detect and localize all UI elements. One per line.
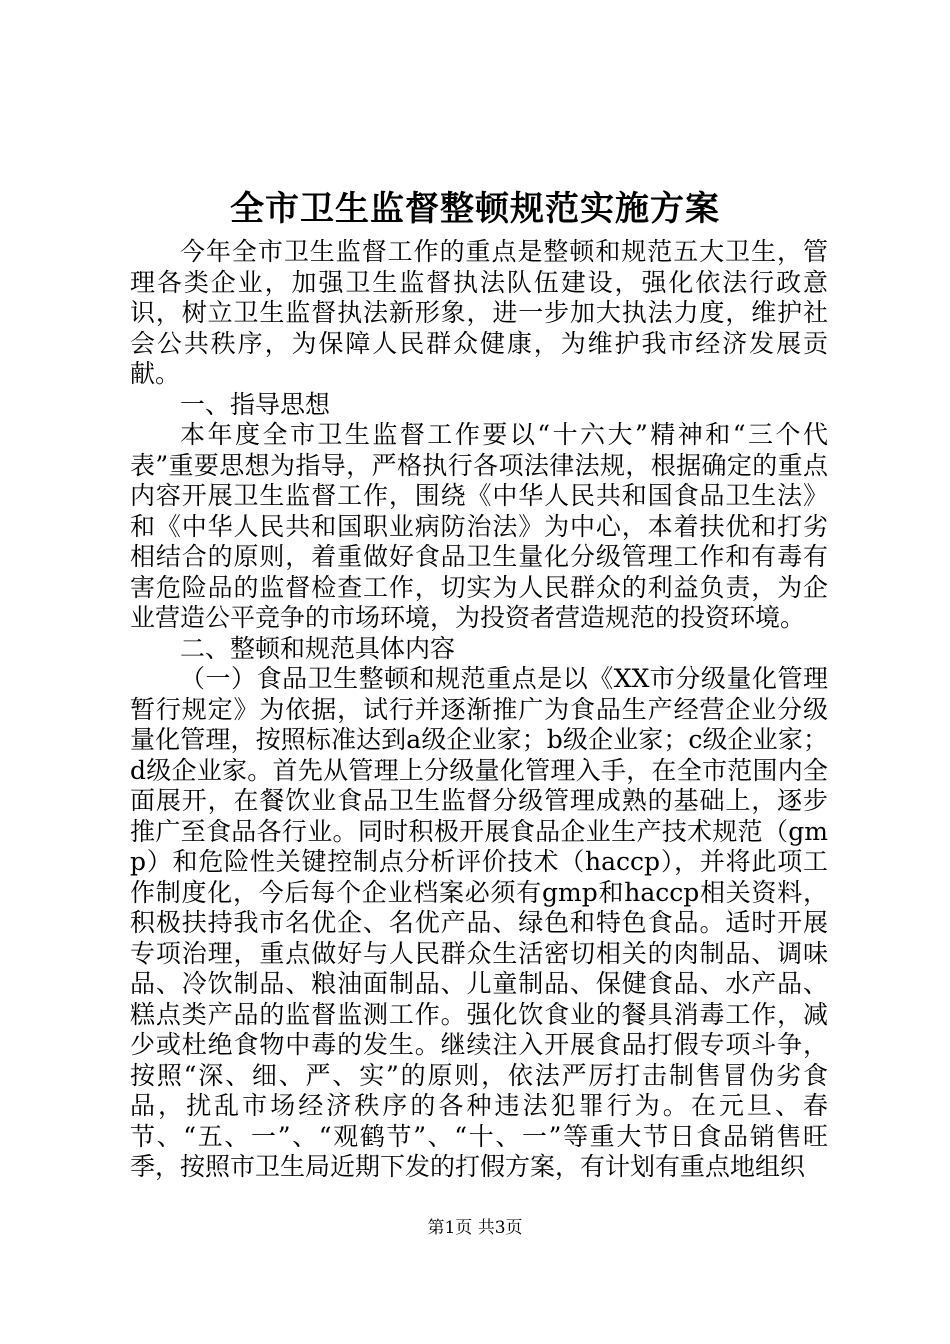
intro-paragraph: 今年全市卫生监督工作的重点是整顿和规范五大卫生，管理各类企业，加强卫生监督执法队伍建设，强化依法行政意识，树立卫生监督执法新形象，进一步加大执法力度，维护社会公共秩序，为保障人民群众健康，为维护我市经济发展贡献。 xyxy=(130,237,828,388)
food-hygiene-paragraph: （一）食品卫生整顿和规范重点是以《XX市分级量化管理暂行规定》为依据，试行并逐渐推广为食品生产经营企业分级量化管理，按照标准达到a级企业家；b级企业家；c级企业家；d级企业家。首先从管理上分级量化管理入手，在全市范围内全面展开，在餐饮业食品卫生监督分级管理成熟的基础上，逐步推广至食品各行业。同时积极开展食品企业生产技术规范（gmp）和危险性关键控制点分析评价技术（haccp），并将此项工作制度化，今后每个企业档案必须有gmp和haccp相关资料，积极扶持我市名优企、名优产品、绿色和特色食品。适时开展专项治理，重点做好与人民群众生活密切相关的肉制品、调味品、冷饮制品、粮油面制品、儿童制品、保健食品、水产品、糕点类产品的监督监测工作。强化饮食业的餐具消毒工作，减少或杜绝食物中毒的发生。继续注入开展食品打假专项斗争，按照“深、细、严、实”的原则，依法严厉打击制售冒伪劣食品，扰乱市场经济秩序的各种违法犯罪行为。在元旦、春节、“五、一”、“观鹤节”、“十、一”等重大节日食品销售旺季，按照市卫生局近期下发的打假方案，有计划有重点地组织 xyxy=(130,664,828,1181)
document-title: 全市卫生监督整顿规范实施方案 xyxy=(230,189,720,229)
page-footer: 第1页 共3页 xyxy=(427,1218,523,1238)
guiding-ideology-paragraph: 本年度全市卫生监督工作要以“十六大”精神和“三个代表”重要思想为指导，严格执行各项法律法规，根据确定的重点内容开展卫生监督工作，围绕《中华人民共和国食品卫生法》和《中华人民共和国职业病防治法》为中心，本着扶优和打劣相结合的原则，着重做好食品卫生量化分级管理工作和有毒有害危险品的监督检查工作，切实为人民群众的利益负责，为企业营造公平竞争的市场环境，为投资者营造规范的投资环境。 xyxy=(130,420,828,632)
section-heading-specific-content: 二、整顿和规范具体内容 xyxy=(180,633,456,663)
document-body xyxy=(130,237,828,1183)
section-heading-guiding-ideology: 一、指导思想 xyxy=(180,389,331,419)
